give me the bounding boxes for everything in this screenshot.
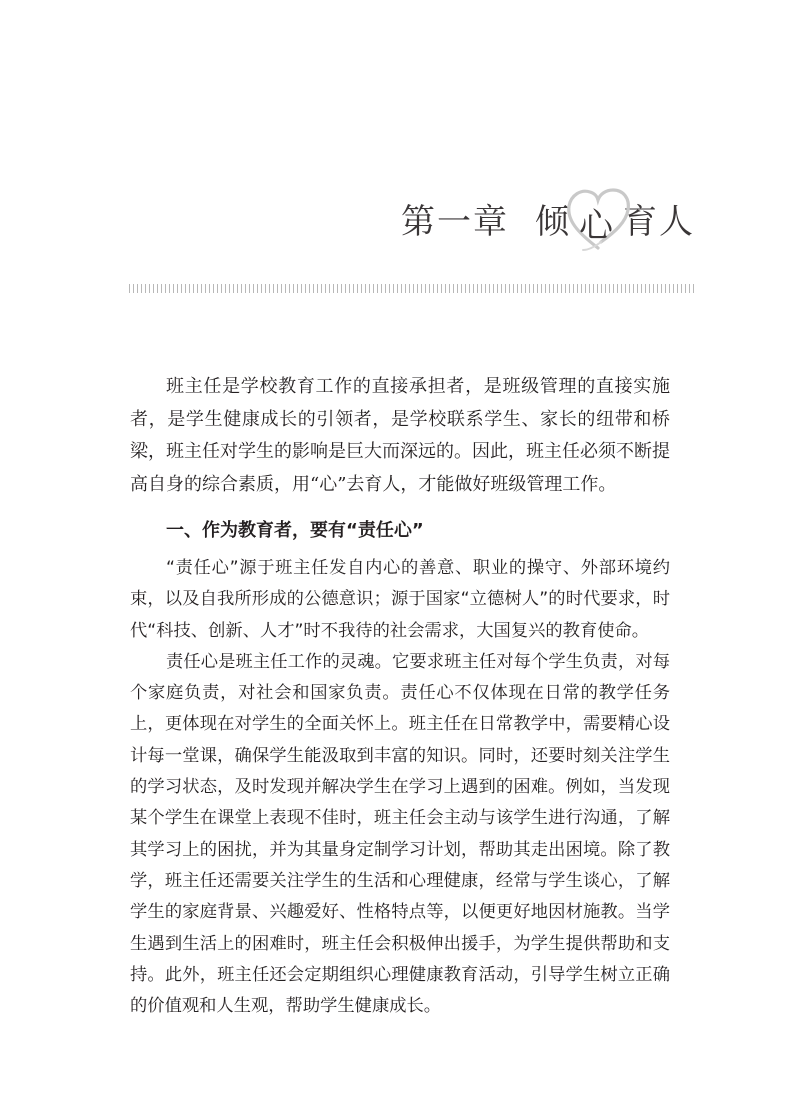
chapter-title-char: 倾 xyxy=(535,201,571,242)
chapter-title xyxy=(401,183,695,253)
chapter-number: 第一章 xyxy=(401,201,509,242)
heart-emblem xyxy=(571,198,623,246)
chapter-title-heart-char: 心 xyxy=(579,206,615,246)
body-paragraph: 责任心是班主任工作的灵魂。它要求班主任对每个学生负责，对每个家庭负责，对社会和国家负责。责任心不仅体现在日常的教学任务上，更体现在对学生的全面关怀上。班主任在日常教学中，需要精心设计每一堂课，确保学生能汲取到丰富的知识。同时，还要时刻关注学生的学习状态，及时发现并解决学生在学习上遇到的困难。例如，当发现某个学生在课堂上表现不佳时，班主任会主动与该学生进行沟通，了解其学习上的困扰，并为其量身定制学习计划，帮助其走出困境。除了教学，班主任还需要关注学生的生活和心理健康，经常与学生谈心，了解学生的家庭背景、兴趣爱好、性格特点等，以便更好地因材施教。当学生遇到生活上的困难时，班主任会积极伸出援手，为学生提供帮助和支持。此外，班主任还会定期组织心理健康教育活动，引导学生树立正确的价值观和人生观，帮助学生健康成长。 xyxy=(130,651,670,1017)
section-body xyxy=(130,553,670,1022)
chapter-title-rest: 育人 xyxy=(623,201,695,242)
intro-paragraph: 班主任是学校教育工作的直接承担者，是班级管理的直接实施者，是学生健康成长的引领者，是学校联系学生、家长的纽带和桥梁，班主任对学生的影响是巨大而深远的。因此，班主任必须不断提高自身的综合素质，用“心”去育人，才能做好班级管理工作。 xyxy=(130,376,670,495)
dotted-divider xyxy=(129,284,697,293)
body-paragraph: “责任心”源于班主任发自内心的善意、职业的操守、外部环境约束，以及自我所形成的公德意识；源于国家“立德树人”的时代要求，时代“科技、创新、人才”时不我待的社会需求，大国复兴的教育使命。 xyxy=(130,558,670,641)
section-heading: 一、作为教育者，要有“责任心” xyxy=(166,520,424,541)
